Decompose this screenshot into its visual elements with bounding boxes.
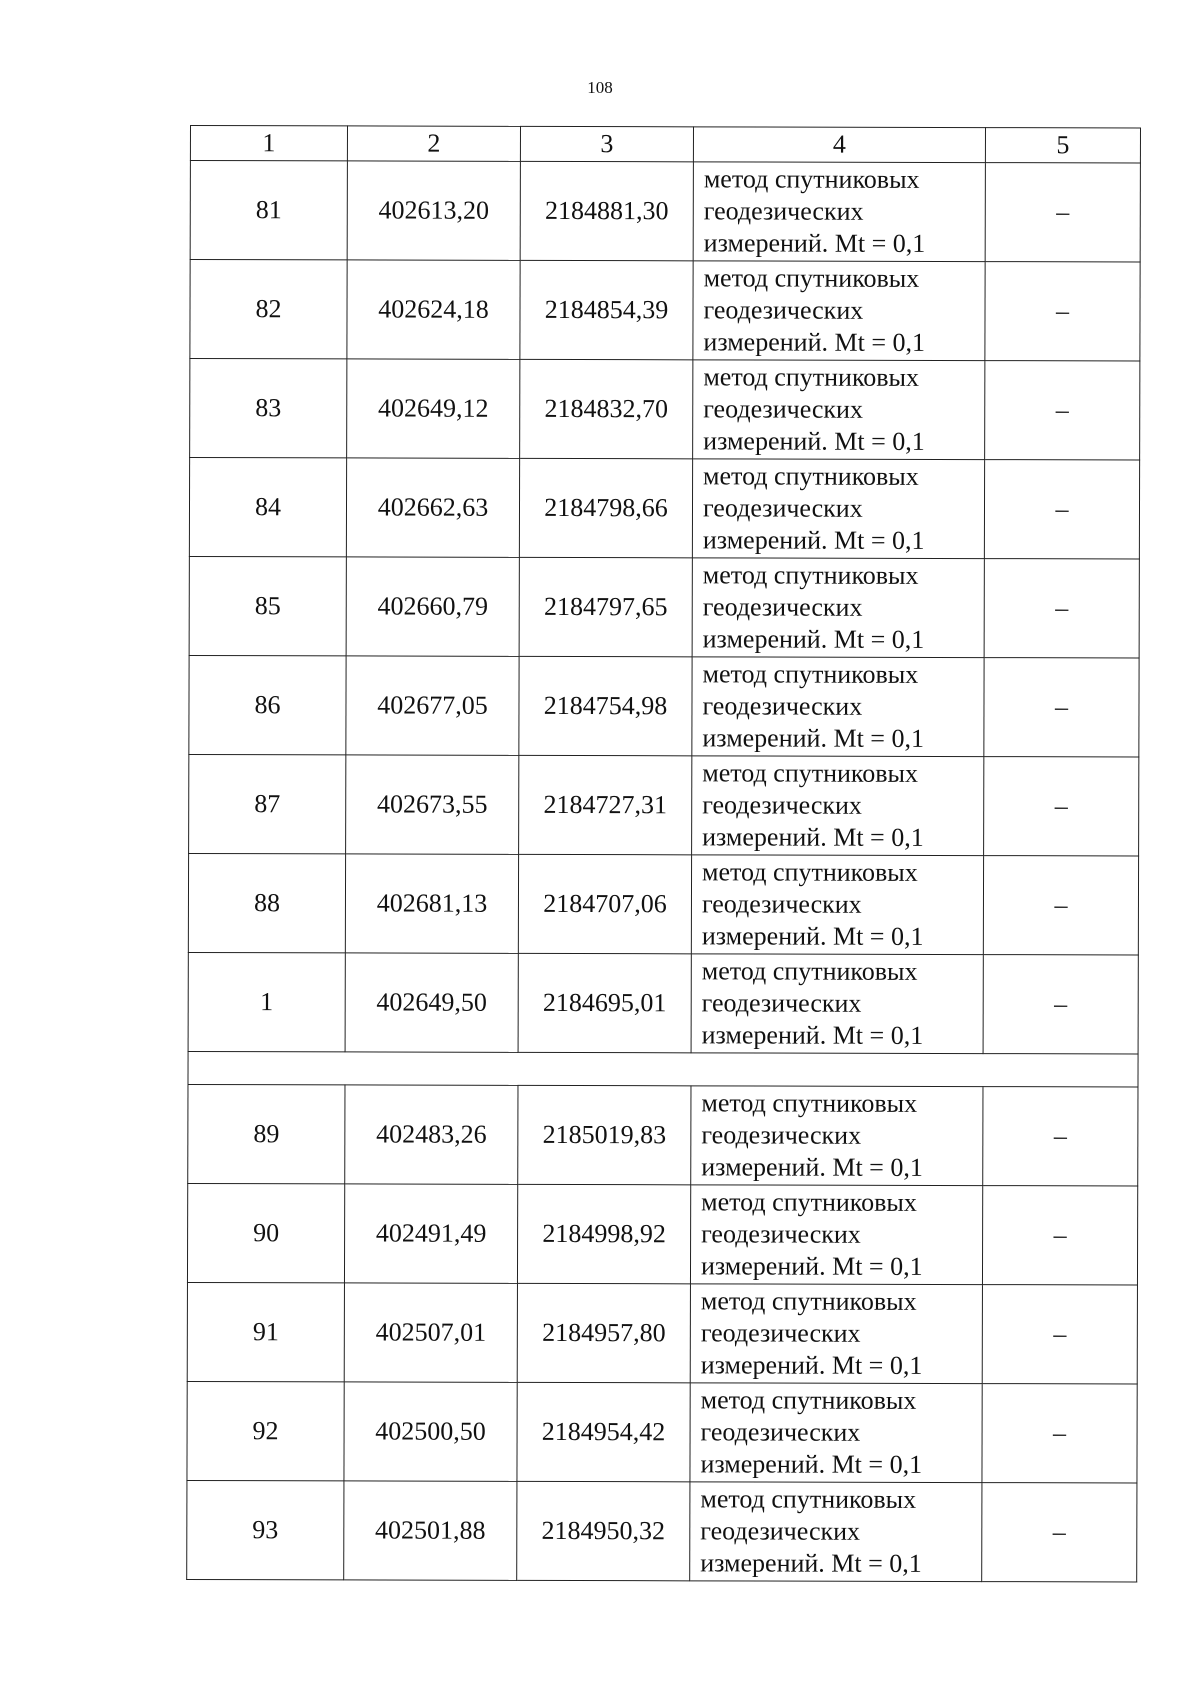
method-description <box>693 360 985 460</box>
method-text-line3: измерений. Mt = 0,1 <box>701 921 924 951</box>
method-description <box>691 954 983 1054</box>
table-row <box>187 1282 1137 1383</box>
coordinate-x: 402649,12 <box>347 359 520 458</box>
dash-cell: – <box>982 1483 1137 1582</box>
coordinate-x: 402660,79 <box>346 557 519 656</box>
table-row <box>187 1381 1137 1482</box>
method-description <box>690 1284 982 1384</box>
method-text-line3: измерений. Mt = 0,1 <box>701 1152 923 1182</box>
coordinate-y: 2184954,42 <box>517 1382 690 1481</box>
separator-cell <box>188 1051 1138 1086</box>
method-text-line3: измерений. Mt = 0,1 <box>700 1251 923 1281</box>
coordinate-x: 402483,26 <box>345 1085 518 1184</box>
method-text-line3: измерений. Mt = 0,1 <box>702 822 924 852</box>
method-text-line1: метод спутниковых <box>703 362 920 392</box>
method-text-line2: геодезических <box>702 493 863 523</box>
dash-cell: – <box>984 757 1139 856</box>
method-text-line2: геодезических <box>703 295 864 325</box>
point-number: 88 <box>188 853 345 952</box>
method-text-line2: геодезических <box>702 691 863 721</box>
method-description <box>692 459 984 559</box>
coordinate-x: 402501,88 <box>344 1481 517 1580</box>
method-text-line1: метод спутниковых <box>701 956 918 986</box>
coordinate-y: 2184797,65 <box>519 557 692 656</box>
coordinate-y: 2184998,92 <box>517 1184 690 1283</box>
table-row <box>190 359 1140 460</box>
dash-cell: – <box>983 955 1138 1054</box>
method-text-line2: геодезических <box>701 1219 861 1249</box>
point-number: 89 <box>188 1084 345 1183</box>
method-text-line2: геодезических <box>703 196 864 226</box>
dash-cell: – <box>984 559 1139 658</box>
coordinate-y: 2184881,30 <box>520 161 693 260</box>
dash-cell: – <box>985 262 1140 361</box>
coordinate-y: 2184695,01 <box>518 953 691 1052</box>
method-text-line3: измерений. Mt = 0,1 <box>702 624 925 654</box>
point-number: 82 <box>190 260 347 359</box>
coordinate-x: 402662,63 <box>346 458 519 557</box>
point-number: 83 <box>190 359 347 458</box>
method-text-line3: измерений. Mt = 0,1 <box>703 426 925 456</box>
method-text-line3: измерений. Mt = 0,1 <box>700 1449 923 1479</box>
table-row <box>188 853 1138 954</box>
method-text-line2: геодезических <box>702 592 863 622</box>
method-text-line3: измерений. Mt = 0,1 <box>703 327 926 357</box>
coordinate-x: 402613,20 <box>347 161 520 260</box>
table-row <box>187 1183 1137 1284</box>
coordinate-x: 402677,05 <box>346 656 519 755</box>
method-text-line2: геодезических <box>702 790 862 820</box>
point-number: 92 <box>187 1381 344 1480</box>
header-col-4: 4 <box>693 127 985 163</box>
method-text-line1: метод спутниковых <box>700 1385 917 1415</box>
method-text-line2: геодезических <box>701 889 862 919</box>
dash-cell: – <box>983 1087 1138 1186</box>
table-row <box>188 1084 1138 1185</box>
method-text-line2: геодезических <box>700 1318 861 1348</box>
page-number: 108 <box>587 78 613 97</box>
coordinate-y: 2184727,31 <box>519 755 692 854</box>
method-text-line1: метод спутниковых <box>700 1286 917 1316</box>
table-row <box>189 458 1139 559</box>
point-number: 93 <box>187 1480 344 1579</box>
table-row <box>189 754 1139 855</box>
dash-cell: – <box>982 1285 1137 1384</box>
method-description <box>691 855 983 955</box>
point-number: 1 <box>188 952 345 1051</box>
table-row <box>188 952 1138 1053</box>
method-description <box>692 657 984 757</box>
header-col-2: 2 <box>347 126 520 161</box>
point-number: 86 <box>189 655 346 754</box>
method-text-line1: метод спутниковых <box>702 659 919 689</box>
coordinate-x: 402673,55 <box>346 755 519 854</box>
header-col-1: 1 <box>190 126 347 161</box>
coordinate-x: 402491,49 <box>344 1184 517 1283</box>
method-text-line1: метод спутниковых <box>701 1187 917 1217</box>
coordinate-y: 2184707,06 <box>518 854 691 953</box>
point-number: 87 <box>189 754 346 853</box>
dash-cell: – <box>982 1186 1137 1285</box>
method-text-line3: измерений. Mt = 0,1 <box>702 525 925 555</box>
coordinate-y: 2184832,70 <box>520 359 693 458</box>
point-number: 90 <box>187 1183 344 1282</box>
method-text-line1: метод спутниковых <box>702 857 918 887</box>
method-description <box>693 162 985 262</box>
coordinate-y: 2184950,32 <box>517 1481 690 1580</box>
coordinates-table <box>186 125 1141 1582</box>
dash-cell: – <box>984 460 1139 559</box>
method-description <box>690 1185 982 1285</box>
method-text-line1: метод спутниковых <box>703 263 920 293</box>
method-description <box>691 1086 983 1186</box>
header-col-3: 3 <box>520 126 693 161</box>
coordinate-x: 402649,50 <box>345 953 518 1052</box>
method-text-line2: геодезических <box>703 394 864 424</box>
dash-cell: – <box>985 361 1140 460</box>
coordinate-y: 2184798,66 <box>519 458 692 557</box>
table-row <box>190 161 1140 262</box>
method-description <box>690 1482 982 1582</box>
dash-cell: – <box>983 856 1138 955</box>
coordinate-x: 402500,50 <box>344 1382 517 1481</box>
method-text-line1: метод спутниковых <box>702 758 919 788</box>
method-text-line3: измерений. Mt = 0,1 <box>702 723 925 753</box>
method-text-line1: метод спутниковых <box>701 1088 918 1118</box>
separator-row <box>188 1051 1138 1086</box>
point-number: 84 <box>189 458 346 557</box>
method-text-line3: измерений. Mt = 0,1 <box>700 1548 922 1578</box>
method-text-line3: измерений. Mt = 0,1 <box>701 1020 924 1050</box>
method-text-line1: метод спутниковых <box>703 461 919 491</box>
point-number: 85 <box>189 556 346 655</box>
header-row <box>190 126 1140 163</box>
coordinate-y: 2184854,39 <box>520 260 693 359</box>
table-row <box>187 1480 1137 1581</box>
method-description <box>690 1383 982 1483</box>
method-text-line2: геодезических <box>700 1417 861 1447</box>
dash-cell: – <box>985 163 1140 262</box>
method-text-line2: геодезических <box>700 1516 861 1546</box>
table-row <box>189 655 1139 756</box>
coordinate-x: 402624,18 <box>347 260 520 359</box>
point-number: 91 <box>187 1282 344 1381</box>
method-description <box>692 756 984 856</box>
method-description <box>693 261 985 361</box>
table-row <box>190 260 1140 361</box>
header-col-5: 5 <box>985 128 1140 163</box>
method-text-line3: измерений. Mt = 0,1 <box>700 1350 923 1380</box>
method-text-line3: измерений. Mt = 0,1 <box>703 228 926 258</box>
method-text-line1: метод спутниковых <box>700 1484 917 1514</box>
method-text-line1: метод спутниковых <box>703 164 920 194</box>
method-text-line2: геодезических <box>701 1120 862 1150</box>
table-row <box>189 556 1139 657</box>
method-description <box>692 558 984 658</box>
coordinate-x: 402681,13 <box>345 854 518 953</box>
method-text-line2: геодезических <box>701 988 862 1018</box>
method-text-line1: метод спутниковых <box>702 560 919 590</box>
coordinate-y: 2184957,80 <box>517 1283 690 1382</box>
coordinate-x: 402507,01 <box>344 1283 517 1382</box>
dash-cell: – <box>984 658 1139 757</box>
point-number: 81 <box>190 161 347 260</box>
coordinate-y: 2185019,83 <box>518 1085 691 1184</box>
coordinate-y: 2184754,98 <box>519 656 692 755</box>
dash-cell: – <box>982 1384 1137 1483</box>
